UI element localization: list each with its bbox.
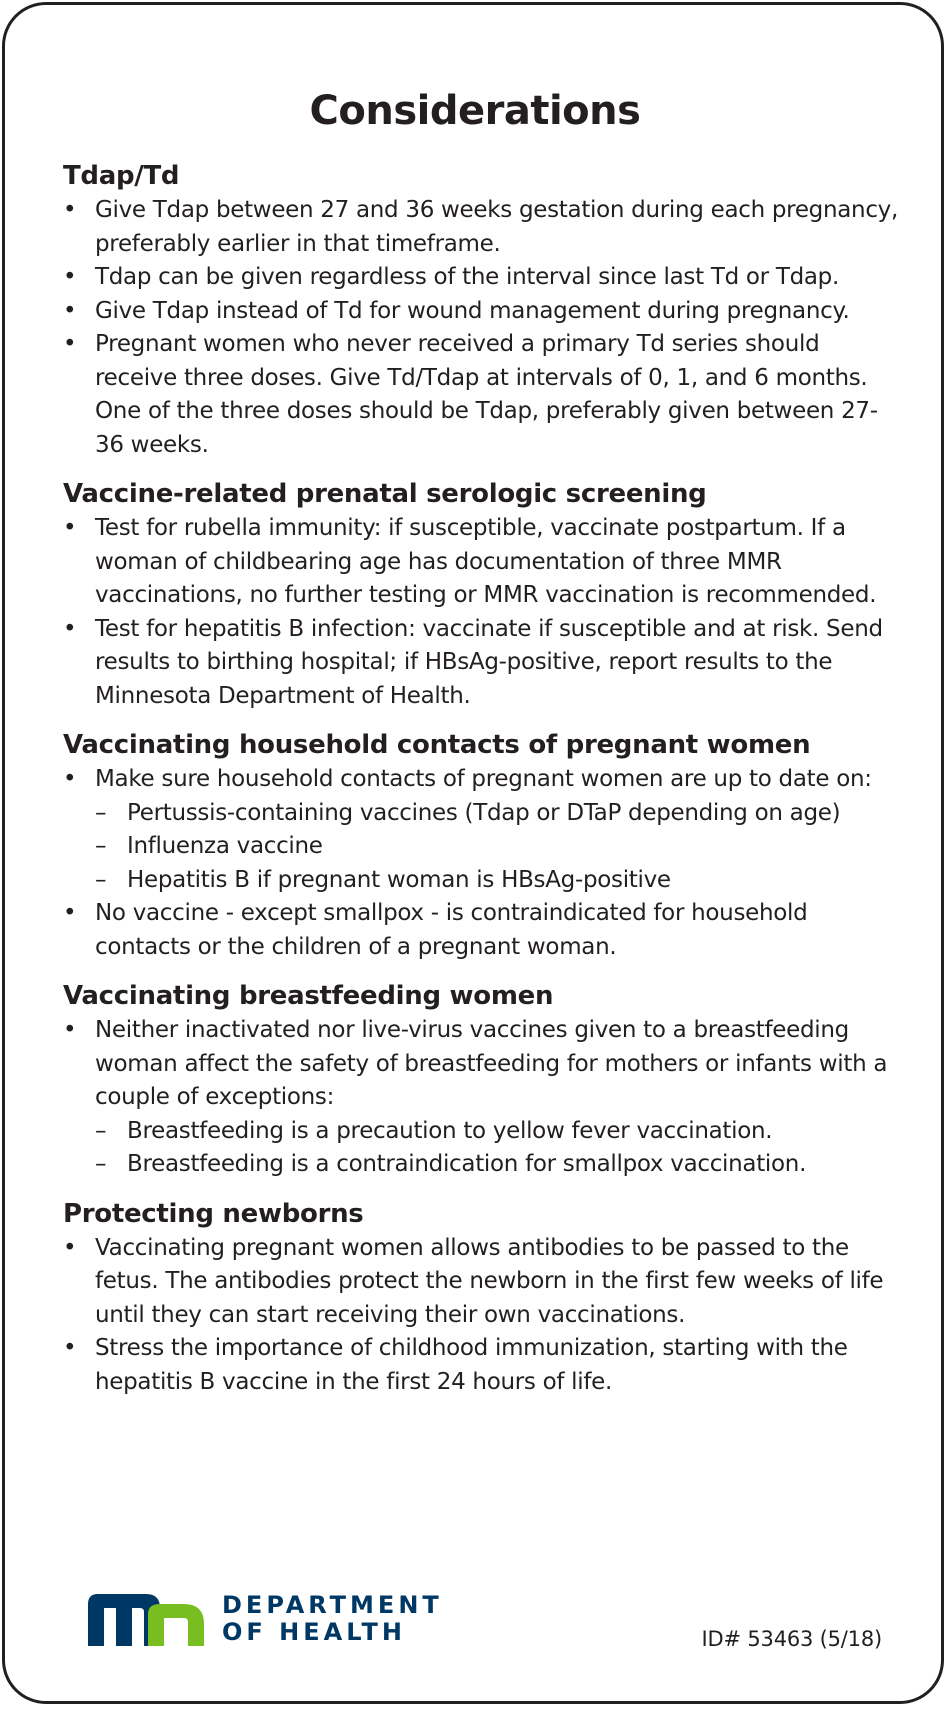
list-item xyxy=(63,1232,901,1333)
sub-list-item-text: Hepatitis B if pregnant woman is HBsAg-positive xyxy=(127,866,671,893)
bullet-icon: • xyxy=(63,900,77,926)
list-item xyxy=(63,897,901,964)
sub-list xyxy=(95,1115,901,1182)
sub-list-container xyxy=(63,797,901,898)
sub-list-item-text: Pertussis-containing vaccines (Tdap or DTaP depending on age) xyxy=(127,799,841,826)
list-item-text: No vaccine - except smallpox - is contraindicated for household contacts or the children of a pregnant woman. xyxy=(95,900,808,960)
page-title: Considerations xyxy=(309,87,641,134)
section xyxy=(63,476,901,713)
sub-list-container xyxy=(63,1115,901,1182)
list-item xyxy=(63,194,901,261)
section xyxy=(63,158,901,462)
sub-list-item xyxy=(95,1115,901,1149)
section-heading: Protecting newborns xyxy=(63,1198,364,1229)
list-item-text: Test for rubella immunity: if susceptible, vaccinate postpartum. If a woman of childbearing age has documentation of three MMR vaccinations, no further testing or MMR vaccination is recommended. xyxy=(95,515,877,608)
bullet-list xyxy=(63,763,901,964)
dash-icon: – xyxy=(95,799,107,826)
logo-text xyxy=(222,1592,443,1646)
document-id: ID# 53463 (5/18) xyxy=(701,1627,882,1651)
section xyxy=(63,1196,901,1400)
list-item-text: Stress the importance of childhood immunization, starting with the hepatitis B vaccine in the first 24 hours of life. xyxy=(95,1335,848,1395)
sub-list-item xyxy=(95,1148,901,1182)
sub-list-item xyxy=(95,864,901,898)
list-item-text: Make sure household contacts of pregnant women are up to date on: xyxy=(95,766,872,792)
bullet-icon: • xyxy=(63,1234,77,1261)
dash-icon: – xyxy=(95,833,107,859)
list-item xyxy=(63,512,901,613)
list-item xyxy=(63,1332,901,1399)
list-item-text: Pregnant women who never received a primary Td series should receive three doses. Give Td/Tdap at intervals of 0, 1, and 6 months. One of the three doses should be Tdap, preferably given between 27-36 weeks. xyxy=(95,331,878,458)
list-item xyxy=(63,295,901,329)
mn-logo-icon xyxy=(88,1594,204,1646)
section-heading: Tdap/Td xyxy=(63,161,180,191)
section-heading: Vaccinating breastfeeding women xyxy=(63,981,554,1011)
bullet-icon: • xyxy=(63,197,77,223)
sub-list-item-text: Breastfeeding is a precaution to yellow fever vaccination. xyxy=(127,1117,773,1144)
list-item xyxy=(63,328,901,462)
list-item xyxy=(63,261,901,295)
dash-icon: – xyxy=(95,1151,107,1177)
bullet-list xyxy=(63,512,901,713)
list-item-text: Vaccinating pregnant women allows antibodies to be passed to the fetus. The antibodies protect the newborn in the first few weeks of life until they can start receiving their own vaccinations. xyxy=(95,1234,884,1328)
sub-list-item-text: Breastfeeding is a contraindication for smallpox vaccination. xyxy=(127,1151,807,1177)
bullet-icon: • xyxy=(63,1017,77,1043)
bullet-list xyxy=(63,1232,901,1400)
logo-line-department: DEPARTMENT xyxy=(222,1591,443,1619)
department-logo xyxy=(88,1591,443,1648)
list-item-text: Neither inactivated nor live-virus vaccines given to a breastfeeding woman affect the safety of breastfeeding for mothers or infants with a couple of exceptions: xyxy=(95,1017,888,1110)
section xyxy=(63,978,901,1182)
bullet-icon: • xyxy=(63,331,77,357)
bullet-icon: • xyxy=(63,615,77,642)
section-heading: Vaccinating household contacts of pregnant women xyxy=(63,730,811,760)
bullet-list xyxy=(63,194,901,462)
dash-icon: – xyxy=(95,1117,107,1144)
bullet-icon: • xyxy=(63,297,77,324)
sub-list xyxy=(95,797,901,898)
list-item-text: Tdap can be given regardless of the interval since last Td or Tdap. xyxy=(95,264,839,290)
bullet-icon: • xyxy=(63,766,77,792)
section-heading: Vaccine-related prenatal serologic screening xyxy=(63,479,707,509)
list-item xyxy=(63,613,901,714)
logo-line-of-health: OF HEALTH xyxy=(222,1618,406,1646)
list-item-text: Test for hepatitis B infection: vaccinate if susceptible and at risk. Send results to birthing hospital; if HBsAg-positive, report results to the Minnesota Department of Health. xyxy=(95,615,883,709)
section xyxy=(63,727,901,964)
bullet-icon: • xyxy=(63,515,77,541)
main-content xyxy=(63,158,901,1413)
sub-list-item xyxy=(95,797,901,831)
bullet-icon: • xyxy=(63,1335,77,1361)
sub-list-item xyxy=(95,830,901,864)
list-item-text: Give Tdap instead of Td for wound management during pregnancy. xyxy=(95,297,850,324)
bullet-list xyxy=(63,1014,901,1182)
dash-icon: – xyxy=(95,866,107,893)
sub-list-item-text: Influenza vaccine xyxy=(127,833,323,859)
list-item xyxy=(63,763,901,797)
list-item xyxy=(63,1014,901,1115)
list-item-text: Give Tdap between 27 and 36 weeks gestation during each pregnancy, preferably earlier in that timeframe. xyxy=(95,197,898,257)
bullet-icon: • xyxy=(63,264,77,290)
